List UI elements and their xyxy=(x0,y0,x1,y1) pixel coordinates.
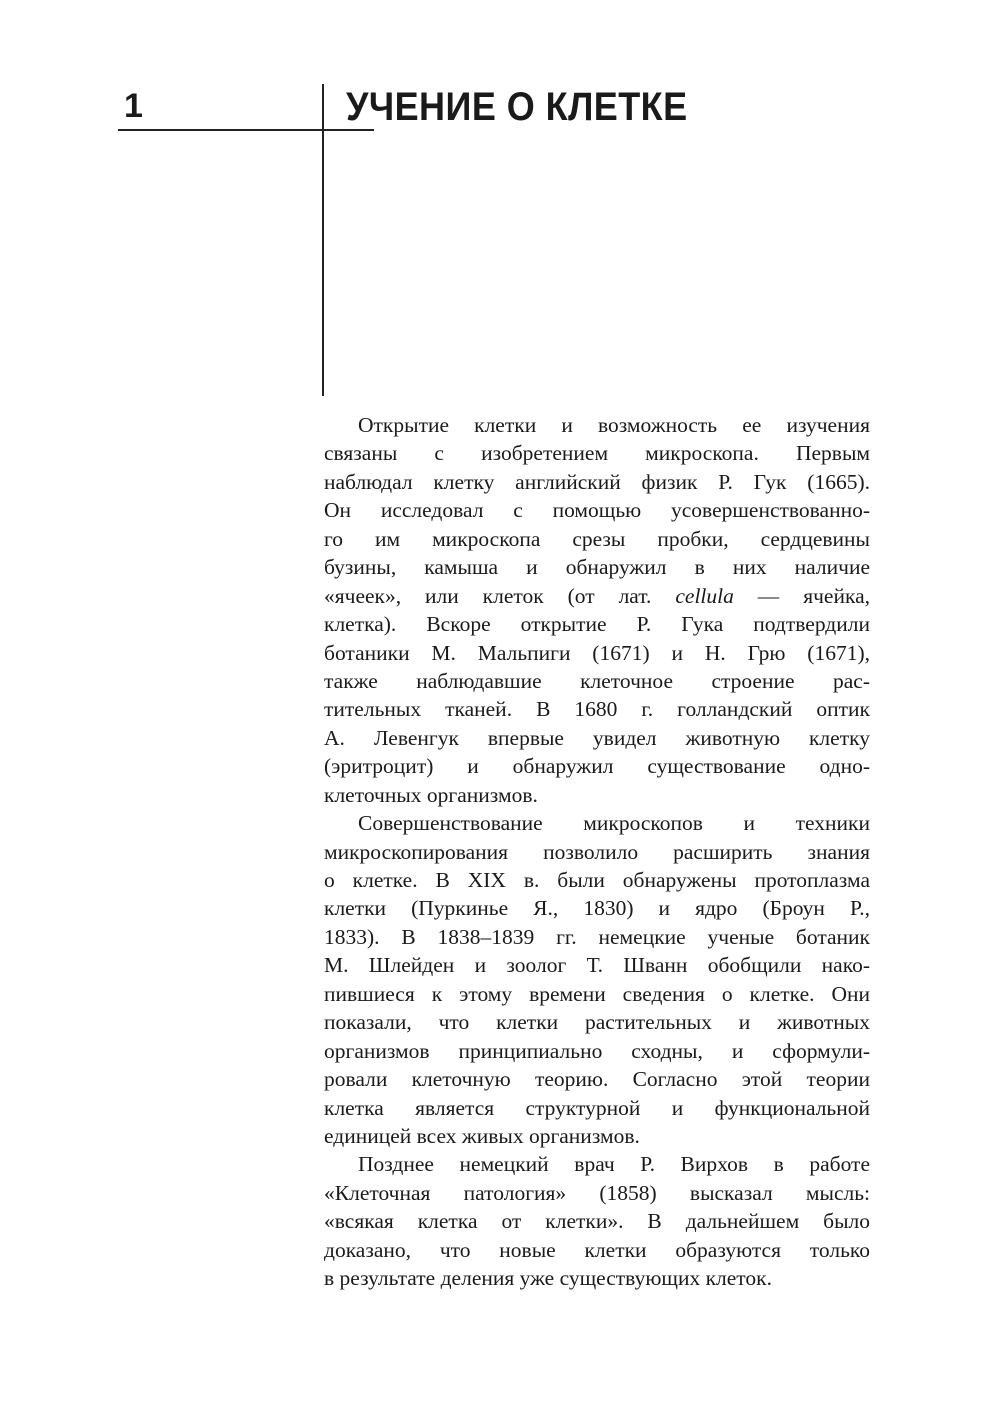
text-line: Открытие клетки и возможность ее изучения xyxy=(358,413,870,437)
paragraph-2 xyxy=(324,809,870,1150)
text-segment: «ячеек», или клеток (от лат. xyxy=(324,583,676,608)
text-line: пившиеся к этому времени сведения о клетке. Они xyxy=(324,981,870,1006)
text-line: микроскопирования позволило расширить знания xyxy=(324,839,870,864)
horizontal-rule xyxy=(118,129,374,131)
text-line: показали, что клетки растительных и животных xyxy=(324,1010,870,1035)
body-text xyxy=(324,411,870,1293)
text-line: «Клеточная патология» (1858) высказал мысль: xyxy=(324,1180,870,1205)
text-line: бузины, камыша и обнаружил в них наличие xyxy=(324,555,870,580)
chapter-number: 1 xyxy=(124,87,143,125)
paragraph-1 xyxy=(324,411,870,809)
text-line: Он исследовал с помощью усовершенствованно- xyxy=(324,498,870,523)
text-line: «всякая клетка от клетки». В дальнейшем было xyxy=(324,1209,870,1234)
text-line: организмов принципиально сходны, и сформули- xyxy=(324,1038,870,1063)
text-line: также наблюдавшие клеточное строение рас- xyxy=(324,668,870,693)
text-line: А. Левенгук впервые увидел животную клетку xyxy=(324,725,870,750)
chapter-title: УЧЕНИЕ О КЛЕТКЕ xyxy=(346,85,688,129)
text-line: клетка). Вскоре открытие Р. Гука подтвердили xyxy=(324,612,870,637)
vertical-rule xyxy=(322,84,324,396)
text-line: (эритроцит) и обнаружил существование одно- xyxy=(324,754,870,779)
text-line: Совершенствование микроскопов и техники xyxy=(358,811,870,836)
latin-term: cellula xyxy=(675,583,734,608)
text-line: единицей всех живых организмов. xyxy=(324,1123,640,1148)
text-line: Позднее немецкий врач Р. Вирхов в работе xyxy=(358,1152,870,1177)
text-line: связаны с изобретением микроскопа. Первым xyxy=(324,441,870,466)
text-line: 1833). В 1838–1839 гг. немецкие ученые ботаник xyxy=(324,924,870,949)
text-line: го им микроскопа срезы пробки, сердцевины xyxy=(324,526,870,551)
text-line: М. Шлейден и зоолог Т. Шванн обобщили нако- xyxy=(324,953,870,978)
text-segment: — ячейка, xyxy=(733,583,870,608)
text-line: ботаники М. Мальпиги (1671) и Н. Грю (1671), xyxy=(324,640,870,665)
text-line: клетка является структурной и функциональной xyxy=(324,1095,870,1120)
text-line: ровали клеточную теорию. Согласно этой теории xyxy=(324,1067,870,1092)
text-line: доказано, что новые клетки образуются только xyxy=(324,1237,870,1262)
text-line: клетки (Пуркинье Я., 1830) и ядро (Броун Р., xyxy=(324,896,870,921)
text-line: о клетке. В XIX в. были обнаружены протоплазма xyxy=(324,868,870,892)
text-line: тительных тканей. В 1680 г. голландский оптик xyxy=(324,697,870,722)
text-line: в результате деления уже существующих клеток. xyxy=(324,1266,772,1291)
paragraph-3 xyxy=(324,1150,870,1292)
text-line: наблюдал клетку английский физик Р. Гук (1665). xyxy=(324,469,870,494)
text-line xyxy=(324,582,870,610)
text-line: клеточных организмов. xyxy=(324,782,538,807)
